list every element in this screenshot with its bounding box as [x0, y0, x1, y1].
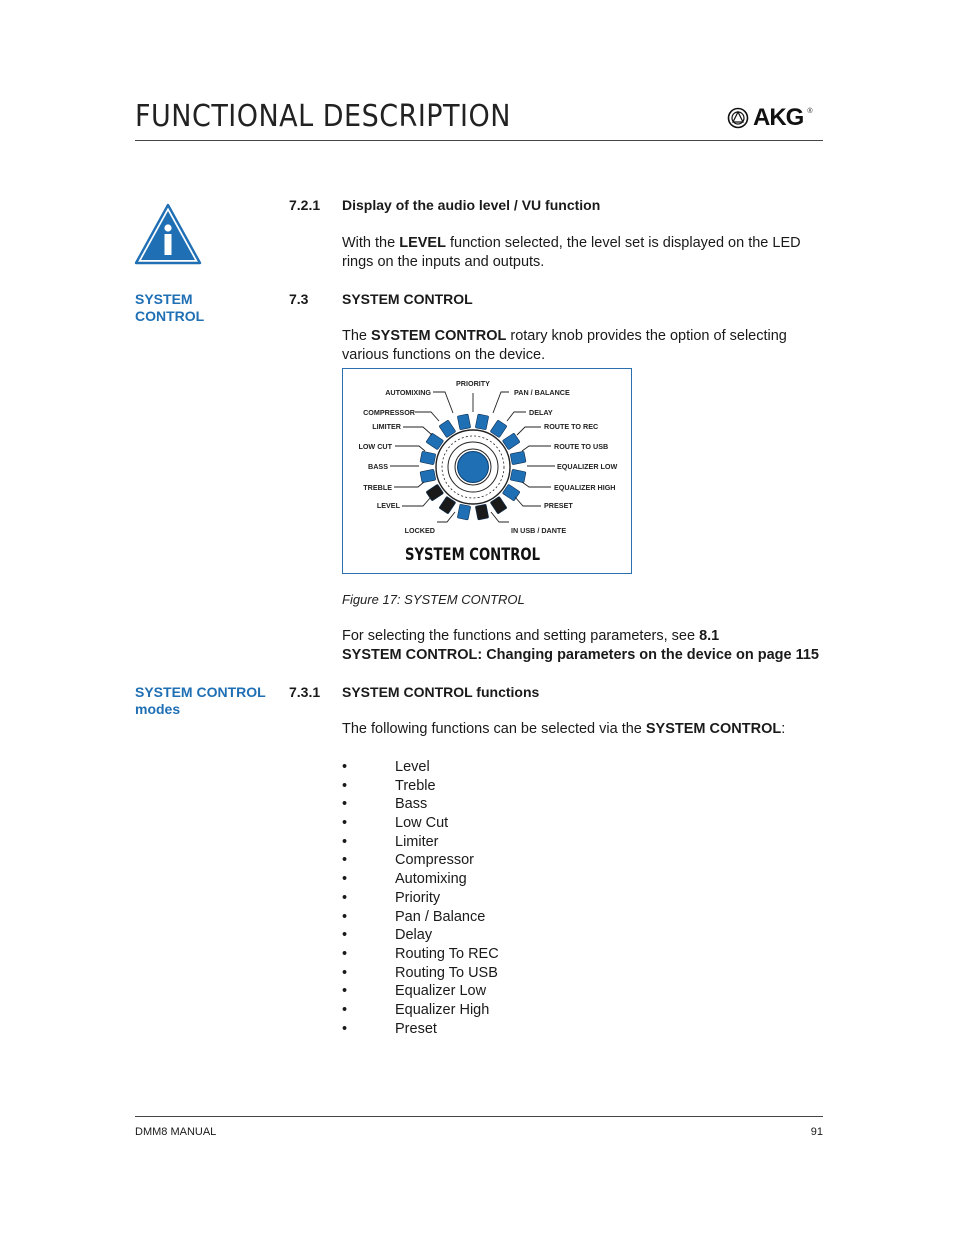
label-equalizer-high: EQUALIZER HIGH [554, 483, 616, 492]
list-item [342, 926, 499, 945]
list-item [342, 982, 499, 1001]
harman-emblem-icon [727, 107, 749, 129]
label-treble: TREBLE [363, 483, 392, 492]
list-item [342, 833, 499, 852]
led-segment [510, 469, 526, 483]
logo-text: AKG [753, 104, 804, 131]
sidebar-system-control: SYSTEM CONTROL [135, 291, 205, 324]
list-item-label: Routing To USB [395, 964, 498, 981]
label-pan-balance: PAN / BALANCE [514, 388, 570, 397]
bullet-marker: • [342, 852, 348, 869]
bullet-marker: • [342, 927, 348, 944]
list-item-label: Automixing [395, 871, 467, 888]
list-item-label: Limiter [395, 833, 439, 850]
list-item [342, 795, 499, 814]
bullet-marker: • [342, 777, 348, 794]
bullet-marker: • [342, 871, 348, 888]
list-item [342, 1020, 499, 1039]
paragraph-reference: For selecting the functions and setting parameters, see 8.1 SYSTEM CONTROL: Changing parameters on the device on page 115 [342, 628, 819, 663]
section-number-7-3-1: 7.3.1 [289, 684, 321, 700]
paragraph-system-control: The SYSTEM CONTROL rotary knob provides the option of selecting various functions on the device. [342, 328, 787, 363]
footer-page-number: 91 [810, 1126, 823, 1138]
list-item-label: Priority [395, 889, 441, 906]
label-compressor: COMPRESSOR [363, 408, 415, 417]
sidebar-system-control-modes: SYSTEM CONTROL modes [135, 684, 266, 717]
label-priority: PRIORITY [456, 379, 490, 388]
list-item-label: Pan / Balance [395, 908, 486, 925]
bullet-marker: • [342, 1001, 348, 1018]
label-bass: BASS [368, 462, 388, 471]
list-item [342, 889, 499, 908]
led-segment [420, 451, 436, 465]
list-item-label: Routing To REC [395, 945, 499, 962]
page-header-title: FUNCTIONAL DESCRIPTION [135, 99, 511, 134]
led-segment [420, 469, 436, 483]
section-number-7-3: 7.3 [289, 291, 309, 307]
knob-cap [458, 452, 489, 483]
list-item [342, 908, 499, 927]
led-segment [457, 504, 471, 520]
label-route-to-rec: ROUTE TO REC [544, 422, 599, 431]
label-equalizer-low: EQUALIZER LOW [557, 462, 618, 471]
list-item-label: Treble [395, 777, 436, 794]
paragraph-functions-intro: The following functions can be selected via the SYSTEM CONTROL: [342, 721, 786, 737]
led-segment [457, 414, 471, 430]
list-item [342, 814, 499, 833]
label-low-cut: LOW CUT [358, 442, 392, 451]
list-item [342, 1001, 499, 1020]
list-item-label: Level [395, 759, 430, 775]
led-segment [510, 451, 526, 465]
figure-title: SYSTEM CONTROL [405, 545, 541, 565]
section-heading-7-3-1: SYSTEM CONTROL functions [342, 684, 540, 700]
list-item [342, 758, 499, 777]
bullet-marker: • [342, 889, 348, 906]
akg-logo [727, 104, 823, 132]
label-preset: PRESET [544, 501, 573, 510]
list-item [342, 851, 499, 870]
bullet-marker: • [342, 964, 348, 981]
list-item-label: Compressor [395, 852, 474, 869]
list-item [342, 870, 499, 889]
figure-caption: Figure 17: SYSTEM CONTROL [342, 592, 525, 607]
section-heading-7-2-1: Display of the audio level / VU function [342, 197, 601, 213]
bullet-marker: • [342, 1020, 348, 1037]
bullet-marker: • [342, 945, 348, 962]
info-icon [134, 203, 202, 265]
footer-rule [135, 1116, 823, 1117]
logo-registered-mark: ® [807, 108, 813, 115]
led-segment [475, 504, 489, 520]
list-item-label: Low Cut [395, 815, 449, 832]
section-number-7-2-1: 7.2.1 [289, 197, 321, 213]
list-item-label: Bass [395, 796, 428, 813]
label-level: LEVEL [376, 501, 400, 510]
section-heading-7-3: SYSTEM CONTROL [342, 291, 473, 307]
list-item-label: Preset [395, 1020, 437, 1037]
bullet-marker: • [342, 908, 348, 925]
list-item [342, 777, 499, 796]
paragraph-level-display: With the LEVEL function selected, the level set is displayed on the LED rings on the inputs and outputs. [342, 235, 801, 270]
label-route-to-usb: ROUTE TO USB [554, 442, 609, 451]
bullet-marker: • [342, 759, 348, 775]
list-item-label: Delay [395, 927, 433, 944]
bullet-marker: • [342, 833, 348, 850]
functions-list [342, 758, 499, 1038]
label-locked: LOCKED [404, 526, 435, 535]
footer-manual-name: DMM8 MANUAL [135, 1126, 217, 1138]
label-in-usb-dante: IN USB / DANTE [511, 526, 567, 535]
list-item-label: Equalizer High [395, 1001, 490, 1018]
header-rule [135, 140, 823, 141]
bullet-marker: • [342, 983, 348, 1000]
cross-reference-link[interactable]: SYSTEM CONTROL: Changing parameters on the device on page 115 [342, 647, 819, 663]
list-item [342, 964, 499, 983]
label-limiter: LIMITER [372, 422, 401, 431]
led-segment [475, 414, 489, 430]
system-control-diagram [343, 369, 631, 573]
label-automixing: AUTOMIXING [385, 388, 431, 397]
list-item-label: Equalizer Low [395, 983, 487, 1000]
list-item [342, 945, 499, 964]
label-delay: DELAY [529, 408, 553, 417]
system-control-figure [342, 368, 632, 574]
bullet-marker: • [342, 815, 348, 832]
bullet-marker: • [342, 796, 348, 813]
